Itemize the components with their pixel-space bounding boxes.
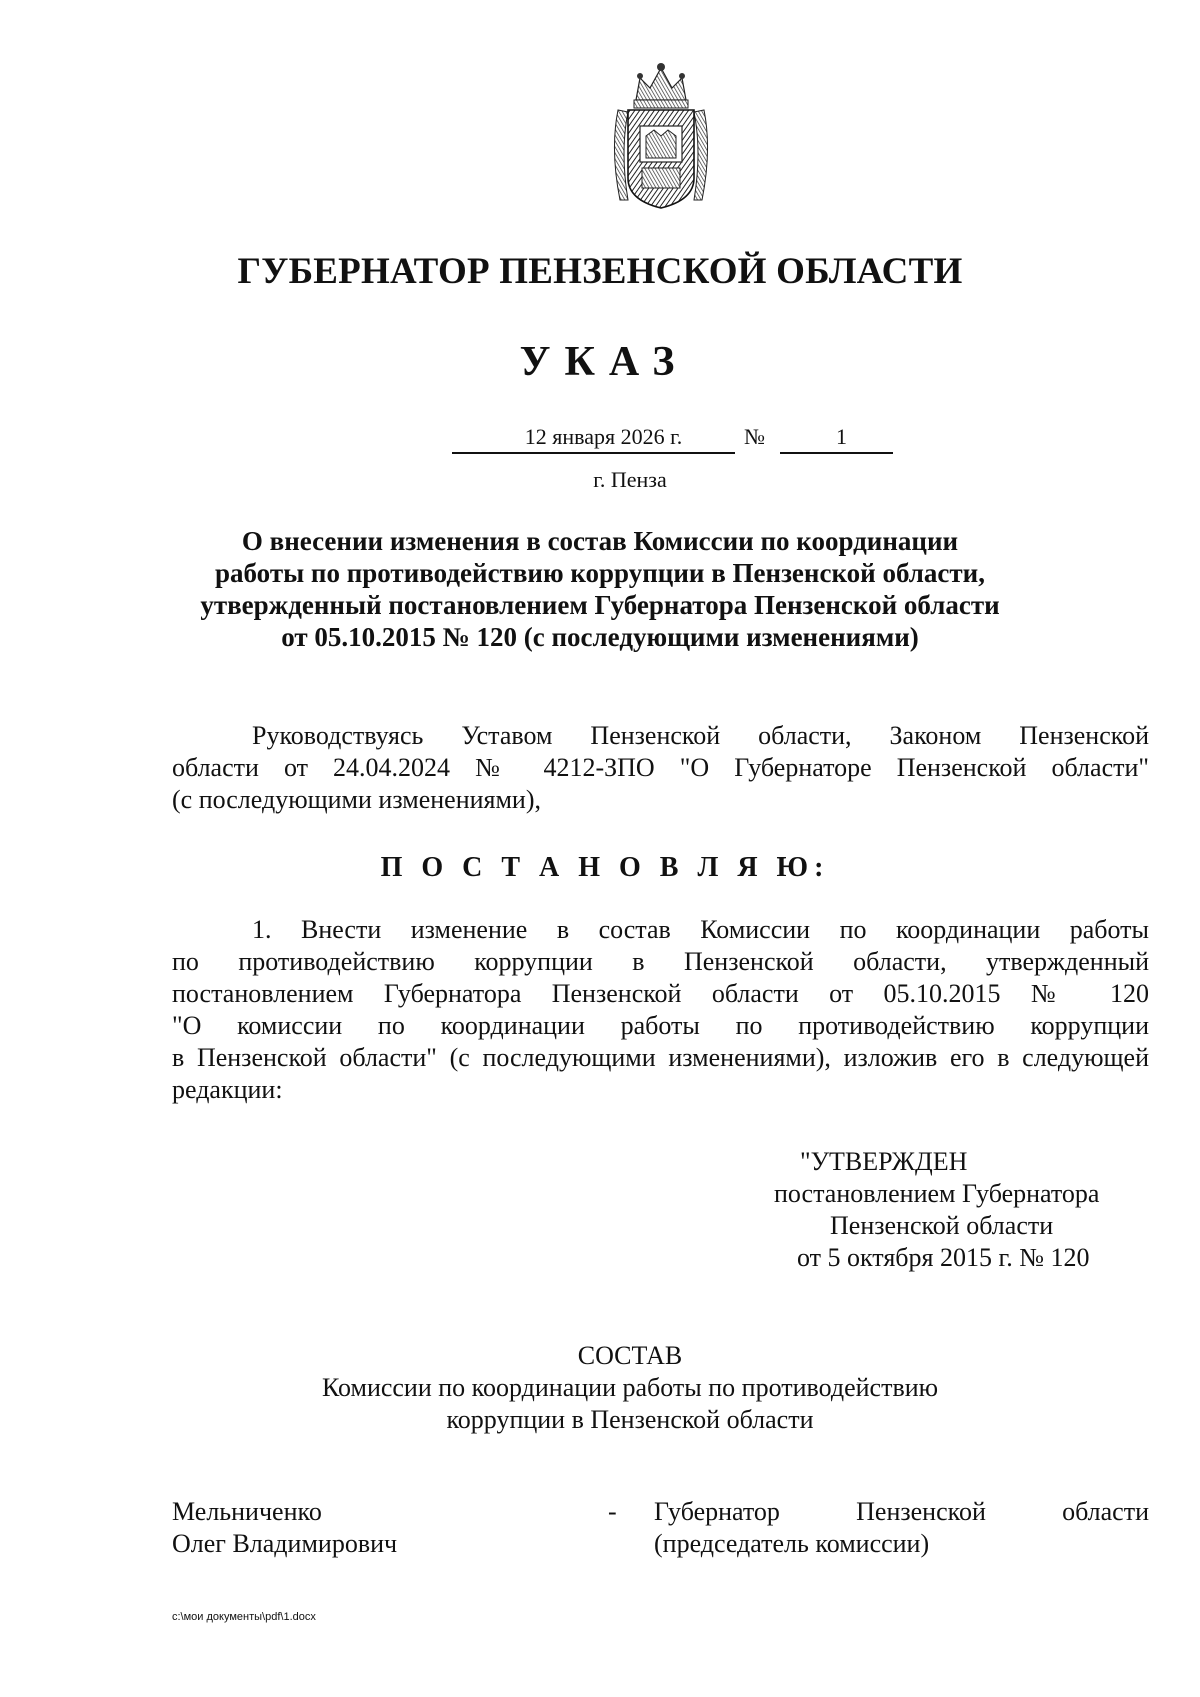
approval-line: постановлением Губернатора — [774, 1179, 1100, 1208]
member-role — [654, 1496, 1149, 1560]
number-sign: № — [744, 424, 765, 449]
decree-title-line: от 05.10.2015 № 120 (с последующими изменениями) — [281, 622, 919, 652]
item-1-line: по противодействию коррупции в Пензенской области, утвержденный — [172, 947, 1149, 976]
composition-subtitle-line: коррупции в Пензенской области — [446, 1405, 814, 1434]
item-1-paragraph — [172, 914, 1149, 1106]
place-of-issue: г. Пенза — [593, 467, 667, 492]
file-path-footer: c:\мои документы\pdf\1.docx — [172, 1611, 316, 1623]
member-dash: - — [608, 1497, 617, 1526]
decree-title — [0, 525, 1200, 653]
approval-line: "УТВЕРЖДЕН — [800, 1147, 968, 1176]
approval-line: от 5 октября 2015 г. № 120 — [797, 1243, 1090, 1272]
item-1-line: 1. Внести изменение в состав Комиссии по координации работы — [252, 915, 1149, 944]
preamble-line: Руководствуясь Уставом Пензенской области, Законом Пензенской — [252, 721, 1149, 750]
preamble-paragraph — [172, 720, 1149, 816]
decree-title-line: работы по противодействию коррупции в Пензенской области, — [215, 558, 985, 588]
approval-line: Пензенской области — [830, 1211, 1054, 1240]
approval-stamp — [700, 1146, 1200, 1274]
issuing-authority: ГУБЕРНАТОР ПЕНЗЕНСКОЙ ОБЛАСТИ — [237, 251, 963, 292]
item-1-line: постановлением Губернатора Пензенской области от 05.10.2015 № 120 — [172, 979, 1149, 1008]
composition-subtitle-line: Комиссии по координации работы по противодействию — [321, 1373, 939, 1402]
decree-title-line: утвержденный постановлением Губернатора Пензенской области — [200, 590, 1000, 620]
member-role-line: Губернатор Пензенской области — [654, 1497, 1149, 1526]
member-surname: Мельниченко — [172, 1497, 322, 1526]
composition-title: СОСТАВ — [577, 1341, 683, 1370]
document-date: 12 января 2026 г. — [452, 424, 735, 454]
item-1-line: редакции: — [172, 1075, 283, 1104]
item-1-line: в Пензенской области" (с последующими изменениями), изложив его в следующей — [172, 1043, 1149, 1072]
document-number: 1 — [780, 424, 893, 454]
composition-heading — [0, 1340, 1200, 1436]
preamble-line: (с последующими изменениями), — [172, 785, 542, 814]
member-role-line: (председатель комиссии) — [654, 1529, 930, 1558]
decree-title-line: О внесении изменения в состав Комиссии по координации — [241, 526, 959, 556]
preamble-line: области от 24.04.2024 № 4212-ЗПО "О Губернаторе Пензенской области" — [172, 753, 1149, 782]
member-name — [172, 1496, 397, 1560]
member-given-names: Олег Владимирович — [172, 1529, 398, 1558]
coat-of-arms-icon — [606, 60, 716, 212]
item-1-line: "О комиссии по координации работы по противодействию коррупции — [172, 1011, 1149, 1040]
document-type: УКАЗ — [519, 339, 689, 385]
resolve-heading: П О С Т А Н О В Л Я Ю: — [380, 852, 830, 883]
